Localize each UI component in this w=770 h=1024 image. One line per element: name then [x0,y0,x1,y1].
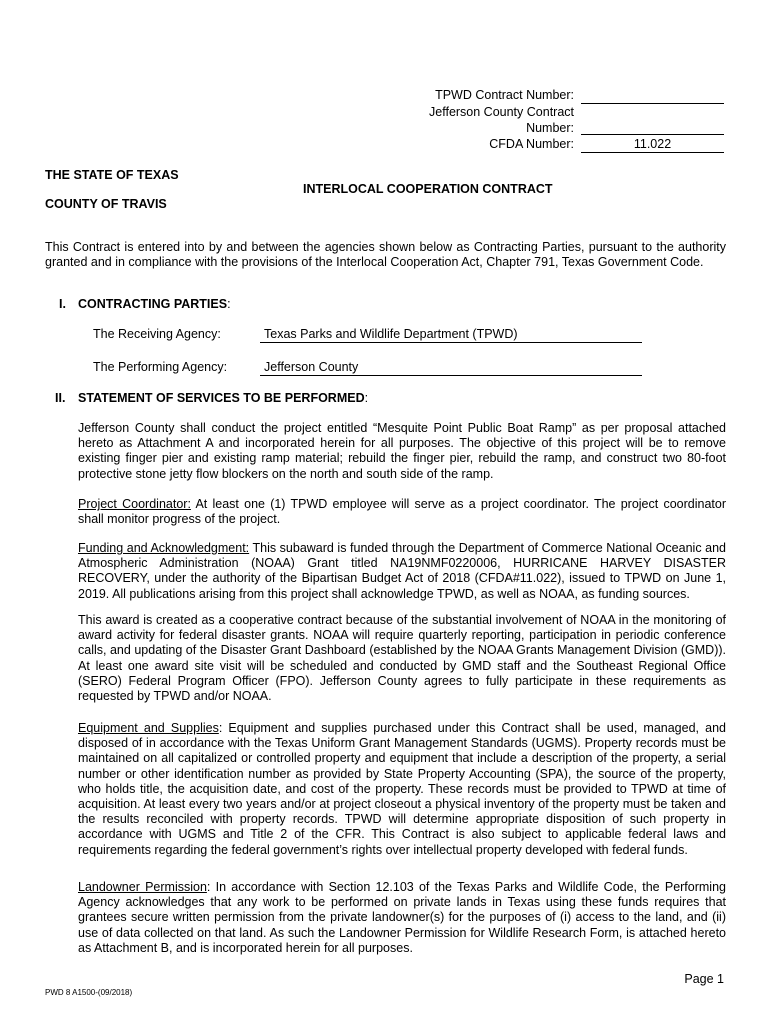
landowner-heading: Landowner Permission [78,880,207,894]
project-coordinator-paragraph [78,497,726,527]
funding-text: This subaward is funded through the Department of Commerce National Oceanic and Atmospheric Administration (NOAA) Grant titled NA19NMF0220006, HURRICANE HARVEY DISASTER RECOVERY, under the authority of the Bipartisan Budget Act of 2018 (CFDA#11.022), issued to TPWD on June 1, 2019. All publications arising from this project shall acknowledge TPWD, as well as NOAA, as funding sources. [78,541,726,601]
tpwd-contract-number-field[interactable] [581,103,724,104]
performing-agency-value: Jefferson County [264,360,359,374]
cfda-number-label: CFDA Number: [489,137,574,151]
project-coordinator-text: At least one (1) TPWD employee will serve as a project coordinator. The project coordinator shall monitor progress of the project. [78,497,726,527]
intro-paragraph: This Contract is entered into by and between the agencies shown below as Contracting Parties, pursuant to the authority granted and in compliance with the provisions of the Interlocal Cooperation Act, Chapter 791, Texas Government Code. [45,240,726,270]
cooperative-contract-paragraph: This award is created as a cooperative contract because of the substantial involvement of NOAA in the monitoring of award activity for federal disaster grants. NOAA will require quarterly reporting, participation in periodic conference calls, and updating of the Disaster Grant Dashboard (established by the NOAA Grants Management Division (GMD)). At least one award site visit will be scheduled and conducted by GMD staff and the Southeast Regional Office (SERO) Federal Program Officer (FPO). Jefferson County agrees to fully participate in these requirements as requested by TPWD and/or NOAA. [78,613,726,704]
funding-paragraph [78,541,726,602]
performing-agency-label: The Performing Agency: [93,360,228,374]
jefferson-contract-number-label-line1: Jefferson County Contract [429,105,574,119]
section-2-title: STATEMENT OF SERVICES TO BE PERFORMED [78,391,365,405]
landowner-paragraph [78,880,726,956]
section-2-heading [78,391,368,405]
section-2-number: II. [55,391,66,405]
equipment-text: : Equipment and supplies purchased under this Contract shall be used, managed, and disposed of in accordance with the Texas Uniform Grant Management Standards (UGMS). Property records must be maintained on all capitalized or controlled property and equipment that include a description of the property, a serial number or other identification number as provided by State Property Accounting (SPA), the source of the property, who holds title, the acquisition date, and cost of the property. These records must be provided to TPWD at time of acquisition. At least every two years and/or at project closeout a physical inventory of the property must be taken and the results reconciled with property records. TPWD will determine appropriate disposition of such property in accordance with UGMS and Title 2 of the CFR. This Contract is also subject to applicable federal laws and requirements regarding the federal government’s rights over intellectual property developed with federal funds. [78,721,726,857]
section-1-title: CONTRACTING PARTIES [78,297,228,311]
section-1-heading [78,297,231,311]
section-1-number: I. [59,297,66,311]
county-heading: COUNTY OF TRAVIS [45,197,167,211]
form-id: PWD 8 A1500-(09/2018) [45,988,133,997]
page-number: Page 1 [684,972,724,986]
receiving-agency-value: Texas Parks and Wildlife Department (TPWD) [264,327,518,341]
landowner-text: : In accordance with Section 12.103 of the Texas Parks and Wildlife Code, the Performing Agency acknowledges that any work to be performed on private lands in Texas using these funds requires that grantees secure written permission from the private landowner(s) for the purposes of (i) access to the land, and (ii) use of data collected on that land. As such the Landowner Permission for Wildlife Research Form, is attached hereto as Attachment B, and is incorporated herein for all purposes. [78,880,726,955]
section-2-colon: : [364,391,369,405]
receiving-agency-label: The Receiving Agency: [93,327,221,341]
section-1-colon: : [227,297,231,311]
jefferson-contract-number-field[interactable] [581,134,724,135]
cfda-number-value: 11.022 [633,137,672,151]
performing-agency-line [260,375,642,376]
equipment-heading: Equipment and Supplies [78,721,219,735]
funding-heading: Funding and Acknowledgment: [78,541,250,555]
project-coordinator-heading: Project Coordinator: [78,497,191,511]
receiving-agency-line [260,342,642,343]
jefferson-contract-number-label-line2: Number: [526,121,574,135]
contract-title: INTERLOCAL COOPERATION CONTRACT [303,182,553,196]
equipment-paragraph [78,721,726,858]
state-heading: THE STATE OF TEXAS [45,168,179,182]
tpwd-contract-number-label: TPWD Contract Number: [435,88,574,102]
cfda-number-field[interactable] [581,152,724,153]
project-description-paragraph: Jefferson County shall conduct the project entitled “Mesquite Point Public Boat Ramp” as per proposal attached hereto as Attachment A and incorporated herein for all purposes. The objective of this project will be to remove existing finger pier and existing ramp material; rebuild the finger pier, rebuild the ramp, and construct two 80-foot protective stone jetty flow blockers on the north and south side of the ramp. [78,421,726,481]
